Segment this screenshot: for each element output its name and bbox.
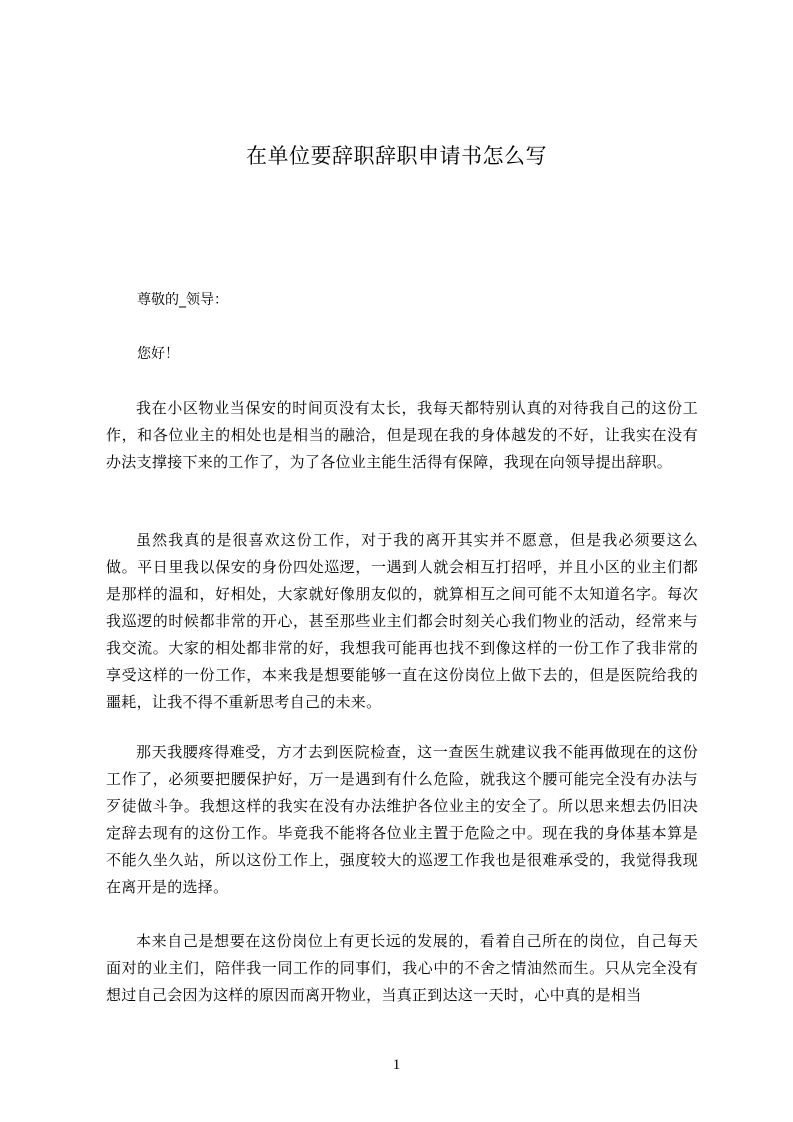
- greeting: 您好！: [137, 346, 179, 362]
- page-number: 1: [392, 1057, 401, 1073]
- body-paragraph-1: 我在小区物业当保安的时间页没有太长，我每天都特别认真的对待我自己的这份工作，和各位业主的相处也是相当的融洽，但是现在我的身体越发的不好，让我实在没有办法支撑接下来的工作了，为了各位业主能生活得有保障，我现在向领导提出辞职。: [106, 399, 698, 471]
- body-paragraph-4: 本来自己是想要在这份岗位上有更长远的发展的，看着自己所在的岗位，自己每天面对的业主们，陪伴我一同工作的同事们，我心中的不舍之情油然而生。只从完全没有想过自己会因为这样的原因而离开物业，当真正到达这一天时，心中真的是相当: [106, 932, 698, 1004]
- body-paragraph-3: 那天我腰疼得难受，方才去到医院检查，这一查医生就建议我不能再做现在的这份工作了，必须要把腰保护好，万一是遇到有什么危险，就我这个腰可能完全没有办法与歹徒做斗争。我想这样的我实在没有办法维护各位业主的安全了。所以思来想去仍旧决定辞去现有的这份工作。毕竟我不能将各位业主置于危险之中。现在我的身体基本算是不能久坐久站，所以这份工作上，强度较大的巡逻工作我也是很难承受的，我觉得我现在离开是的选择。: [106, 743, 698, 896]
- document-title: 在单位要辞职辞职申请书怎么写: [246, 144, 547, 168]
- salutation: 尊敬的_领导：: [137, 292, 228, 308]
- body-paragraph-2: 虽然我真的是很喜欢这份工作，对于我的离开其实并不愿意，但是我必须要这么做。平日里我以保安的身份四处巡逻，一遇到人就会相互打招呼，并且小区的业主们都是那样的温和，好相处，大家就好像朋友似的，就算相互之间可能不太知道名字。每次我巡逻的时候都非常的开心，甚至那些业主们都会时刻关心我们物业的活动，经常来与我交流。大家的相处都非常的好，我想我可能再也找不到像这样的一份工作了我非常的享受这样的一份工作，本来我是想要能够一直在这份岗位上做下去的，但是医院给我的噩耗，让我不得不重新思考自己的未来。: [106, 531, 698, 711]
